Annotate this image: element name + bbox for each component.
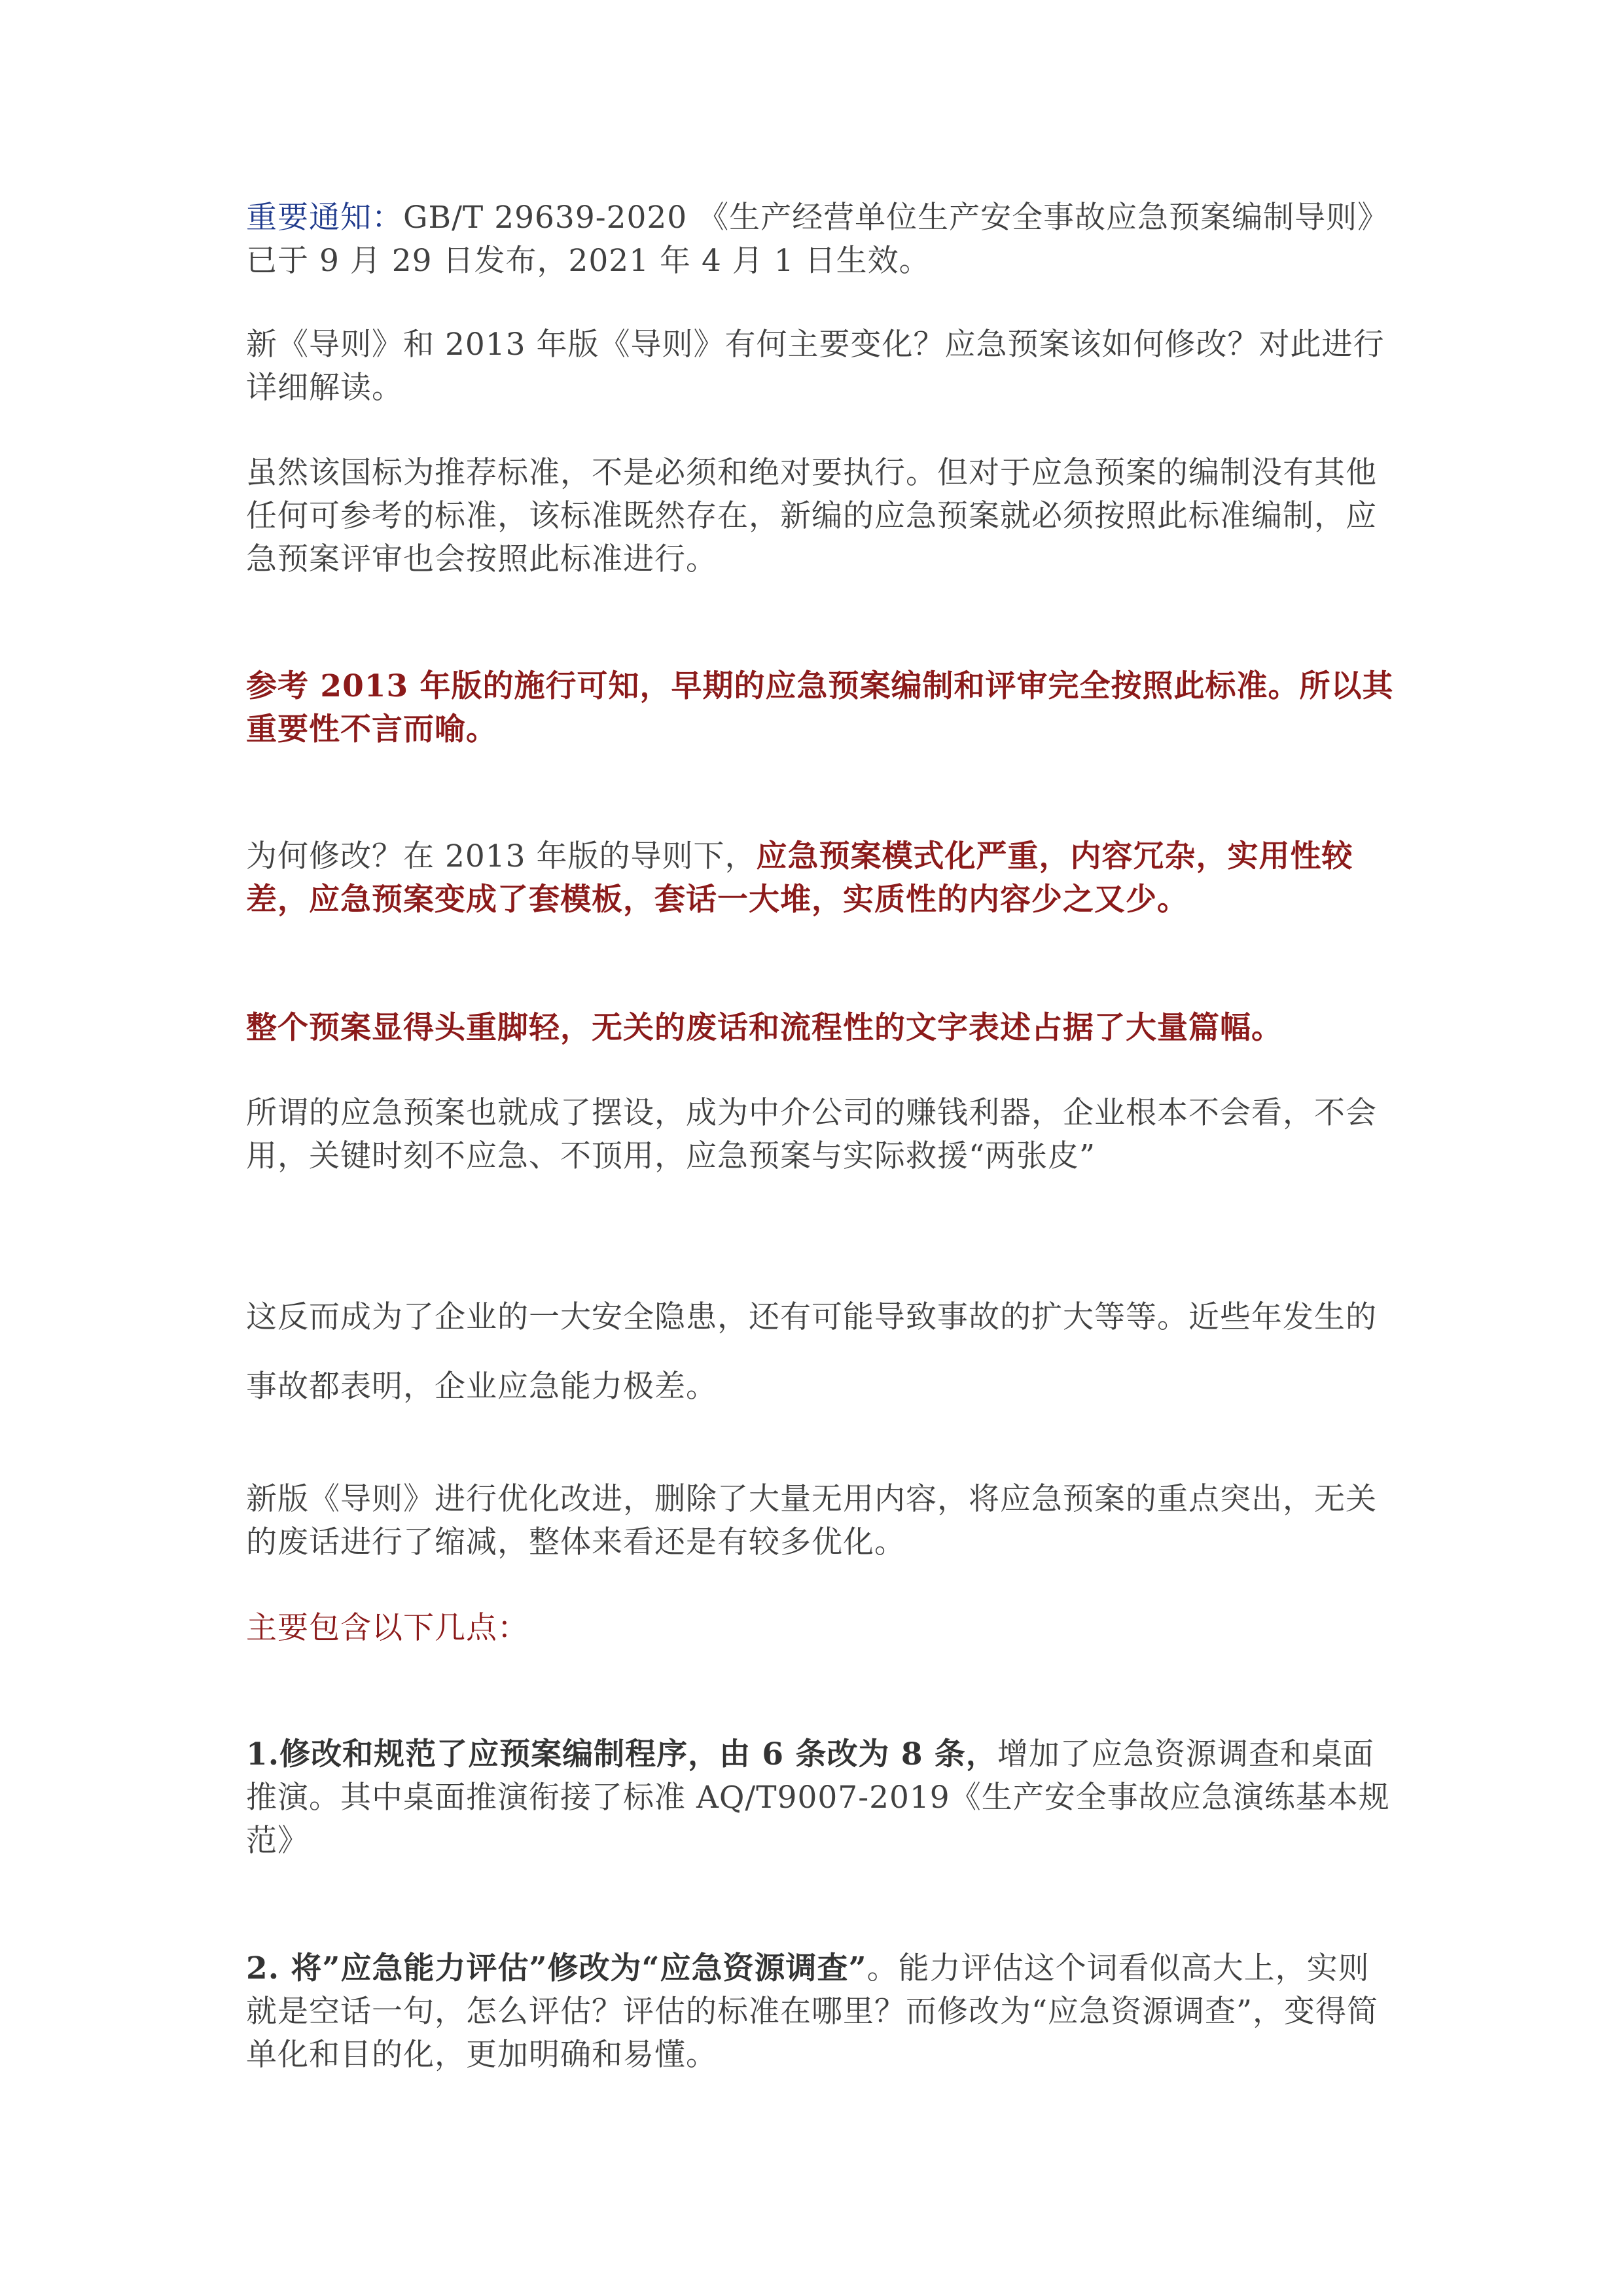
notice-text: GB/T 29639-2020 《生产经营单位生产安全事故应急预案编制导则》已于 9 月 29 日发布，2021 年 4 月 1 日生效。 (246, 200, 1389, 279)
standard-status-paragraph: 虽然该国标为推荐标准，不是必须和绝对要执行。但对于应急预案的编制没有其他任何可参考的标准，该标准既然存在，新编的应急预案就必须按照此标准编制，应急预案评审也会按照此标准进行。 (246, 455, 1377, 577)
point-1-bold: 1.修改和规范了应预案编制程序，由 6 条改为 8 条， (246, 1736, 997, 1772)
decoration-paragraph: 所谓的应急预案也就成了摆设，成为中介公司的赚钱利器，企业根本不会看，不会用，关键时刻不应急、不顶用，应急预案与实际救援“两张皮” (246, 1095, 1377, 1174)
main-points-heading: 主要包含以下几点： (246, 1610, 529, 1646)
why-modify-emphasis: 应急预案模式化严重，内容冗杂，实用性较差，应急预案变成了套模板，套话一大堆，实质性的内容少之又少。 (246, 838, 1353, 918)
changes-question-paragraph: 新《导则》和 2013 年版《导则》有何主要变化？应急预案该如何修改？对此进行详细解读。 (246, 327, 1385, 406)
point-2-text: 。能力评估这个词看似高大上，实则就是空话一句，怎么评估？评估的标准在哪里？而修改为“应急资源调查”，变得简单化和目的化，更加明确和易懂。 (246, 1950, 1379, 2073)
notice-paragraph (246, 196, 1398, 283)
why-modify-paragraph (246, 835, 1398, 922)
optimization-paragraph: 新版《导则》进行优化改进，删除了大量无用内容，将应急预案的重点突出，无关的废话进行了缩减，整体来看还是有较多优化。 (246, 1481, 1377, 1560)
point-1-text: 增加了应急资源调查和桌面推演。其中桌面推演衔接了标准 AQ/T9007-2019《生产安全事故应急演练基本规范》 (246, 1736, 1390, 1859)
point-2-paragraph (246, 1947, 1398, 2077)
importance-paragraph: 参考 2013 年版的施行可知，早期的应急预案编制和评审完全按照此标准。所以其重要性不言而喻。 (246, 668, 1394, 747)
point-2-bold: 2. 将”应急能力评估”修改为“应急资源调查” (246, 1950, 867, 1986)
notice-label: 重要通知： (246, 200, 403, 236)
point-1-paragraph (246, 1733, 1398, 1863)
top-heavy-paragraph: 整个预案显得头重脚轻，无关的废话和流程性的文字表述占据了大量篇幅。 (246, 1010, 1283, 1046)
hazard-paragraph: 这反而成为了企业的一大安全隐患，还有可能导致事故的扩大等等。近些年发生的事故都表明，企业应急能力极差。 (246, 1299, 1377, 1405)
why-modify-plain: 为何修改？在 2013 年版的导则下， (246, 838, 757, 874)
